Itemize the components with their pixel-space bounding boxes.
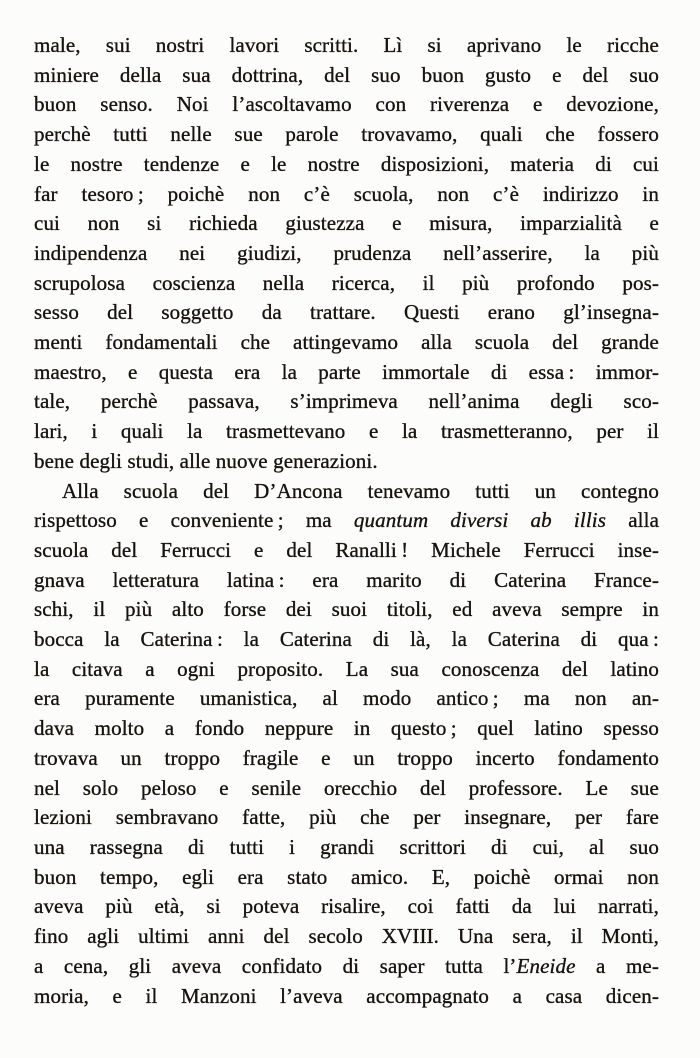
text-line [34,180,659,210]
text-line [34,863,659,893]
italic-text-segment: quantum diversi ab illis [353,508,607,533]
text-line [34,655,659,685]
text-line [34,774,659,804]
text-segment: cui non si richieda giustezza e misura, imparzialità e [34,211,659,236]
text-segment: buon senso. Noi l’ascoltavamo con riverenza e devozione, [34,92,659,117]
text-segment: perchè tutti nelle sue parole trovavamo, quali che fossero [34,122,659,147]
text-segment: menti fondamentali che attingevamo alla scuola del grande [34,330,659,355]
text-line [34,952,659,982]
text-line [34,150,659,180]
text-line [34,328,659,358]
text-segment: bocca la Caterina : la Caterina di là, la Caterina di qua : [34,627,659,652]
text-segment: Alla scuola del D’Ancona tenevamo tutti un contegno [62,478,659,503]
text-line [34,684,659,714]
text-line [34,595,659,625]
text-segment: la citava a ogni proposito. La sua conoscenza del latino [34,656,659,681]
text-line [34,358,659,388]
text-segment: fino agli ultimi anni del secolo XVIII. Una sera, il Monti, [34,924,659,949]
text-line [34,298,659,328]
text-line [34,239,659,269]
text-line [34,744,659,774]
text-segment: era puramente umanistica, al modo antico ; ma non an- [34,686,659,711]
text-segment: lezioni sembravano fatte, più che per insegnare, per fare [34,805,659,830]
text-line [34,803,659,833]
text-segment: miniere della sua dottrina, del suo buon gusto e del suo [34,62,659,87]
text-segment: schi, il più alto forse dei suoi titoli, ed aveva sempre in [34,597,659,622]
page-text-block [34,31,659,1011]
text-segment: gnava letteratura latina : era marito di Caterina France- [34,567,659,592]
text-segment: scuola del Ferrucci e del Ranalli ! Michele Ferrucci inse- [34,537,659,562]
text-line [34,447,659,477]
text-line [34,31,659,61]
text-line [34,536,659,566]
text-segment: tale, perchè passava, s’imprimeva nell’anima degli sco- [34,389,659,414]
text-line [34,833,659,863]
italic-text-segment: Eneide [516,953,576,978]
text-segment: una rassegna di tutti i grandi scrittori di cui, al suo [34,834,659,859]
text-line [34,120,659,150]
text-line [34,269,659,299]
text-segment: aveva più età, si poteva risalire, coi fatti da lui narrati, [34,894,659,919]
text-segment: trovava un troppo fragile e un troppo incerto fondamento [34,745,659,770]
text-segment: far tesoro ; poichè non c’è scuola, non c’è indirizzo in [34,181,659,206]
text-line [34,892,659,922]
text-segment: buon tempo, egli era stato amico. E, poichè ormai non [34,864,659,889]
text-line [34,506,659,536]
text-line [34,90,659,120]
text-line [34,625,659,655]
text-segment: a me- [575,953,659,978]
text-line [34,566,659,596]
text-segment: bene degli studi, alle nuove generazioni. [34,448,378,473]
text-segment: le nostre tendenze e le nostre disposizioni, materia di cui [34,151,659,176]
text-line [34,477,659,507]
text-segment: sesso del soggetto da trattare. Questi erano gl’insegna- [34,300,659,325]
text-segment: nel solo peloso e senile orecchio del professore. Le sue [34,775,659,800]
text-segment: a cena, gli aveva confidato di saper tutta l’ [34,953,517,978]
text-segment: lari, i quali la trasmettevano e la trasmetteranno, per il [34,419,659,444]
text-segment: alla [606,508,660,533]
text-segment: maestro, e questa era la parte immortale di essa : immor- [34,359,659,384]
text-segment: scrupolosa coscienza nella ricerca, il più profondo pos- [34,270,659,295]
text-segment: dava molto a fondo neppure in questo ; quel latino spesso [34,716,659,741]
text-line [34,982,659,1012]
text-segment: indipendenza nei giudizi, prudenza nell’asserire, la più [34,240,659,265]
text-segment: moria, e il Manzoni l’aveva accompagnato a casa dicen- [34,983,659,1008]
text-line [34,387,659,417]
text-segment: rispettoso e conveniente ; ma [34,508,354,533]
text-line [34,209,659,239]
text-line [34,417,659,447]
text-line [34,922,659,952]
text-line [34,61,659,91]
text-line [34,714,659,744]
text-segment: male, sui nostri lavori scritti. Lì si aprivano le ricche [34,33,659,57]
